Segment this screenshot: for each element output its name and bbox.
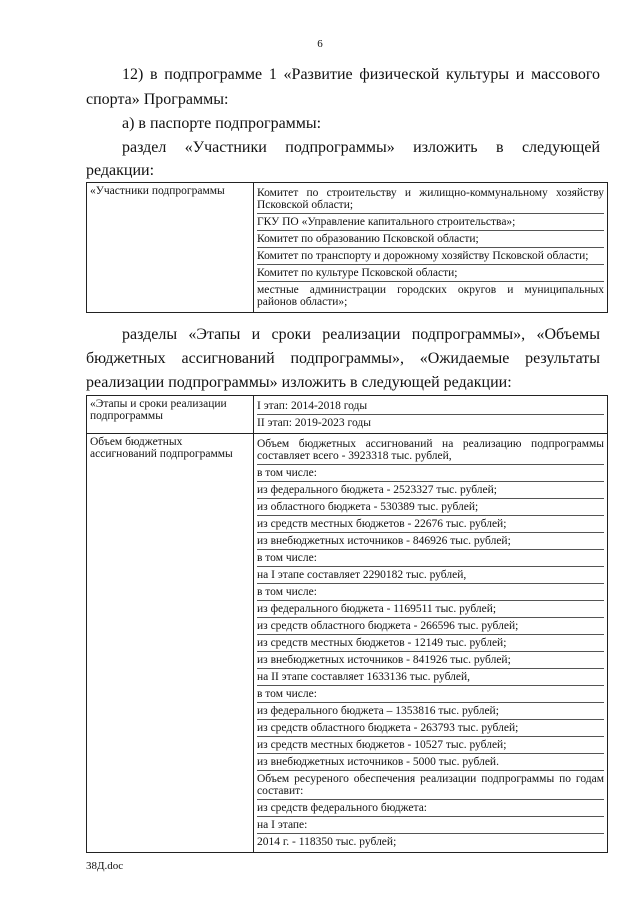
budget-line: из средств федерального бюджета: <box>257 799 604 816</box>
budget-line: из федерального бюджета – 1353816 тыс. рублей; <box>257 702 604 719</box>
budget-line: из средств местных бюджетов - 12149 тыс. рублей; <box>257 634 604 651</box>
participant-item: Комитет по образованию Псковской области; <box>257 230 604 247</box>
middle-line-3: реализации подпрограммы» изложить в следующей редакции: <box>86 374 512 391</box>
budget-line: 2014 г. - 118350 тыс. рублей; <box>257 833 604 850</box>
budget-line: в том числе: <box>257 685 604 702</box>
budget-line: из средств областного бюджета - 263793 тыс. рублей; <box>257 719 604 736</box>
intro-line-5: редакции: <box>86 162 155 179</box>
budget-line: в том числе: <box>257 464 604 481</box>
stage-item: II этап: 2019-2023 годы <box>257 414 604 431</box>
intro-line-1: 12) в подпрограмме 1 «Развитие физической культуры и массового <box>122 66 600 83</box>
budget-line: на II этапе составляет 1633136 тыс. рублей, <box>257 668 604 685</box>
budget-line: из средств областного бюджета - 266596 тыс. рублей; <box>257 617 604 634</box>
budget-line: на I этапе составляет 2290182 тыс. рублей, <box>257 566 604 583</box>
budget-line: из средств местных бюджетов - 10527 тыс. рублей; <box>257 736 604 753</box>
middle-line-2: бюджетных ассигнований подпрограммы», «Ожидаемые результаты <box>86 350 600 367</box>
participants-label: «Участники подпрограммы <box>87 183 254 313</box>
file-name-footer: 38Д.doc <box>86 860 124 872</box>
budget-label: Объем бюджетных ассигнований подпрограммы <box>87 434 254 853</box>
budget-line: Объем бюджетных ассигнований на реализацию подпрограммы составляет всего - 3923318 тыс. рублей, <box>257 438 604 462</box>
budget-line: из внебюджетных источников - 846926 тыс. рублей; <box>257 532 604 549</box>
table-row <box>87 183 608 313</box>
stages-label: «Этапы и сроки реализации подпрограммы <box>87 396 254 434</box>
table-row <box>87 434 608 853</box>
budget-cell <box>254 434 608 853</box>
budget-line: из федерального бюджета - 2523327 тыс. рублей; <box>257 481 604 498</box>
stages-cell <box>254 396 608 434</box>
intro-line-3: а) в паспорте подпрограммы: <box>122 115 322 132</box>
participants-cell <box>254 183 608 313</box>
participant-item: Комитет по строительству и жилищно-коммунальному хозяйству Псковской области; <box>257 187 604 211</box>
table-row <box>87 396 608 434</box>
budget-line: из федерального бюджета - 1169511 тыс. рублей; <box>257 600 604 617</box>
participant-item: Комитет по культуре Псковской области; <box>257 264 604 281</box>
stage-item: I этап: 2014-2018 годы <box>257 400 368 412</box>
intro-line-2: спорта» Программы: <box>86 91 229 108</box>
budget-line: в том числе: <box>257 549 604 566</box>
middle-line-1: разделы «Этапы и сроки реализации подпрограммы», «Объемы <box>122 326 600 343</box>
participant-item: местные администрации городских округов и муниципальных районов области»; <box>257 281 604 310</box>
participant-item: ГКУ ПО «Управление капитального строительства»; <box>257 213 604 230</box>
budget-line: из внебюджетных источников - 841926 тыс. рублей; <box>257 651 604 668</box>
budget-line: из средств местных бюджетов - 22676 тыс. рублей; <box>257 515 604 532</box>
budget-line: из внебюджетных источников - 5000 тыс. рублей. <box>257 753 604 770</box>
participant-item: Комитет по транспорту и дорожному хозяйству Псковской области; <box>257 247 604 264</box>
participants-table <box>86 182 608 313</box>
budget-line: Объем ресуреного обеспечения реализации подпрограммы по годам составит: <box>257 770 604 799</box>
page-number: 6 <box>317 38 323 50</box>
budget-line: из областного бюджета - 530389 тыс. рублей; <box>257 498 604 515</box>
budget-line: в том числе: <box>257 583 604 600</box>
intro-line-4: раздел «Участники подпрограммы» изложить в следующей <box>122 139 600 156</box>
budget-line: на I этапе: <box>257 816 604 833</box>
stages-table <box>86 395 608 853</box>
